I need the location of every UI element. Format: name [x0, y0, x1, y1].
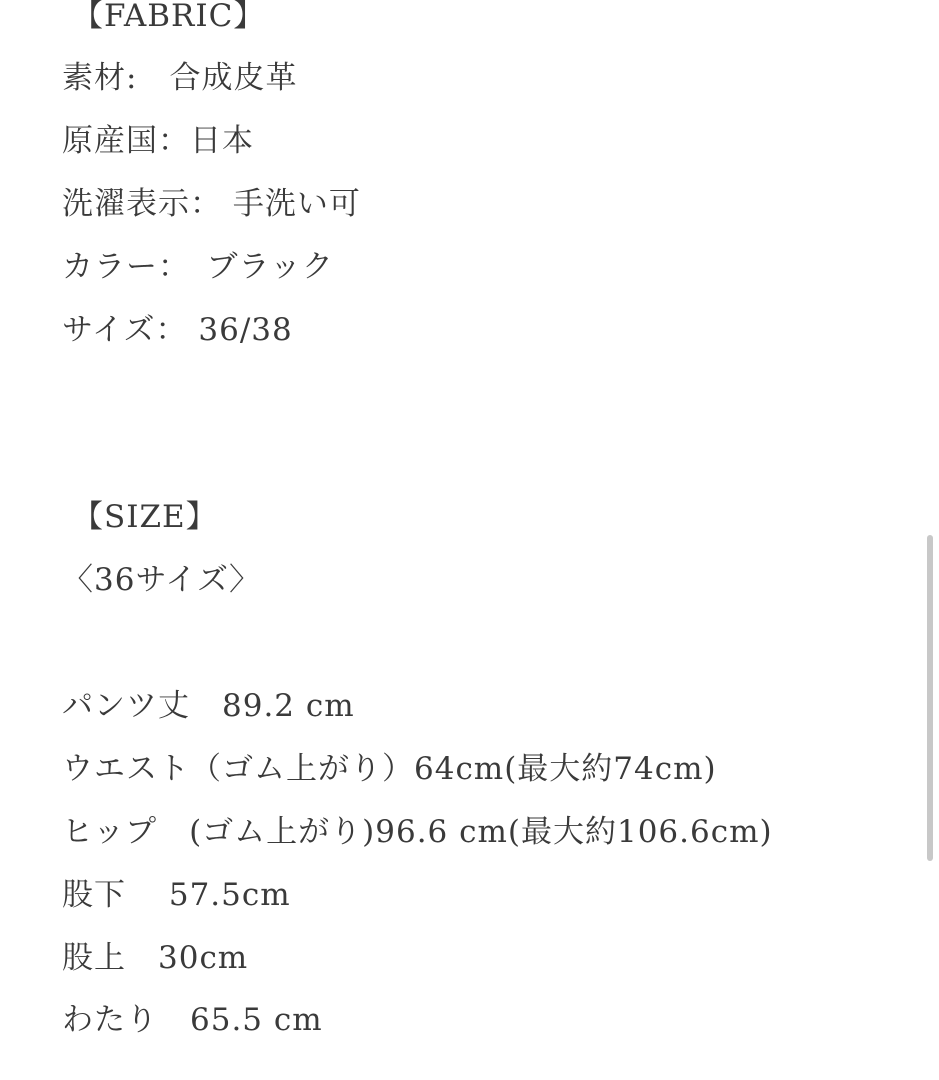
scrollbar-thumb[interactable] — [927, 535, 933, 861]
size-rise: 股上 30cm — [62, 940, 249, 976]
fabric-color: カラー： ブラック — [62, 249, 334, 285]
size-inseam: 股下 57.5cm — [62, 877, 291, 913]
fabric-washing: 洗濯表示： 手洗い可 — [62, 186, 361, 222]
size-thigh-width: わたり 65.5 cm — [62, 1002, 323, 1038]
fabric-origin: 原産国：日本 — [62, 123, 254, 159]
size-hip: ヒップ (ゴム上がり)96.6 cm(最大約106.6cm) — [62, 814, 773, 850]
size-waist: ウエスト（ゴム上がり）64cm(最大約74cm) — [62, 751, 717, 787]
size-pants-length: パンツ丈 89.2 cm — [62, 688, 355, 724]
size-heading: 【SIZE】 — [72, 499, 218, 535]
fabric-material: 素材: 合成皮革 — [62, 60, 298, 96]
fabric-heading: 【FABRIC】 — [72, 0, 266, 34]
fabric-size: サイズ： 36/38 — [62, 312, 293, 348]
size-subheading: 〈36サイズ〉 — [62, 562, 261, 598]
